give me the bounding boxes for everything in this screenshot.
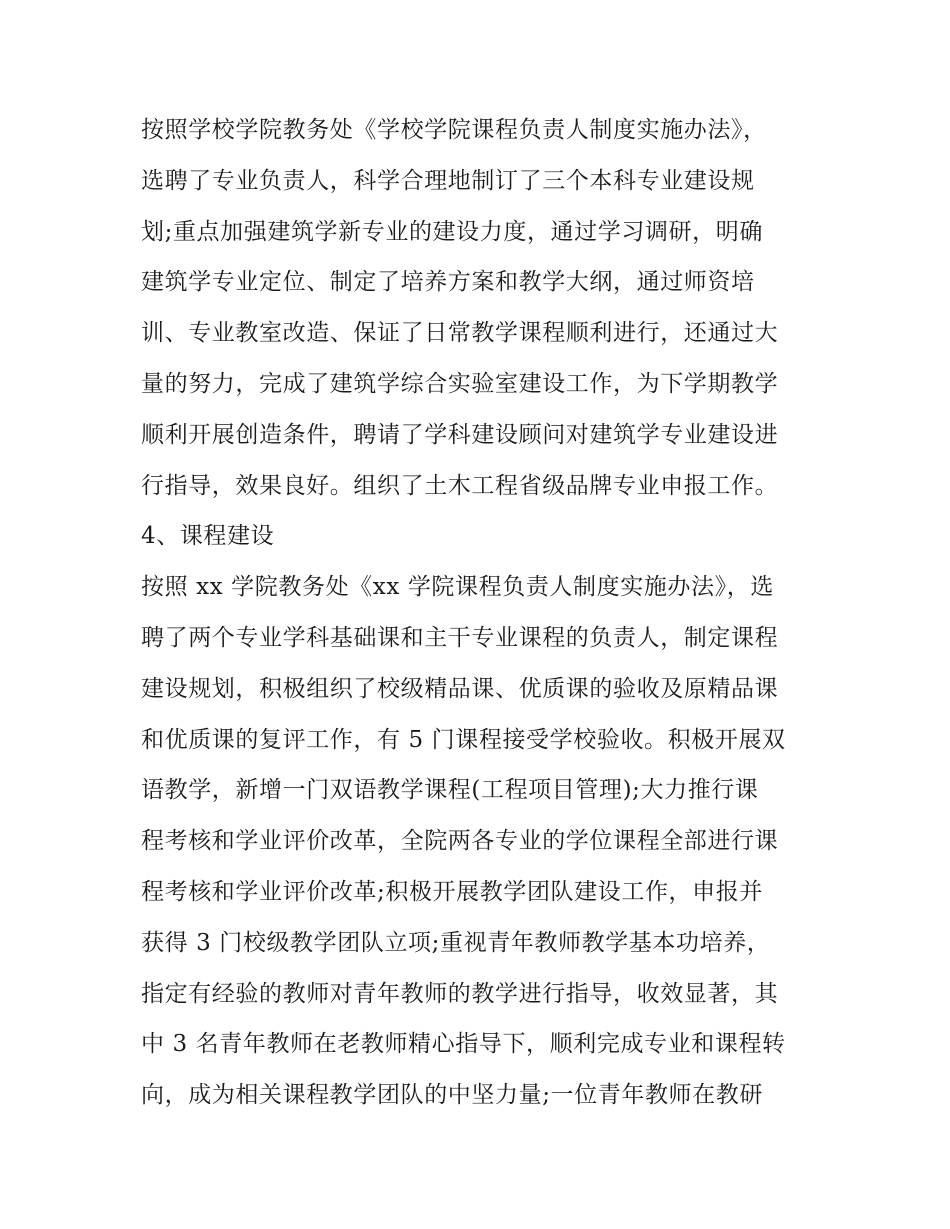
text-line: 按照 xx 学院教务处《xx 学院课程负责人制度实施办法》，选	[141, 574, 774, 601]
text-line: 量的努力，完成了建筑学综合实验室建设工作，为下学期教学	[141, 370, 779, 397]
text-line: 向，成为相关课程教学团队的中坚力量;一位青年教师在教研	[141, 1082, 763, 1109]
text-line: 按照学校学院教务处《学校学院课程负责人制度实施办法》，	[141, 117, 767, 143]
text-line: 指定有经验的教师对青年教师的教学进行指导，收效显著，其	[141, 980, 779, 1007]
text-line: 划;重点加强建筑学新专业的建设力度，通过学习调研，明确	[141, 218, 763, 245]
text-line: 获得 3 门校级教学团队立项;重视青年教师教学基本功培养，	[141, 929, 771, 956]
text-line: 程考核和学业评价改革;积极开展教学团队建设工作，申报并	[141, 878, 763, 905]
text-line: 和优质课的复评工作，有 5 门课程接受学校验收。积极开展双	[141, 726, 786, 753]
text-line: 聘了两个专业学科基础课和主干专业课程的负责人，制定课程	[141, 624, 779, 651]
text-line: 顺利开展创造条件，聘请了学科建设顾问对建筑学专业建设进	[141, 421, 779, 448]
text-line: 语教学，新增一门双语教学课程(工程项目管理);大力推行课	[141, 777, 759, 804]
text-line: 选聘了专业负责人，科学合理地制订了三个本科专业建设规	[141, 167, 755, 194]
text-line: 训、专业教室改造、保证了日常教学课程顺利进行，还通过大	[141, 320, 779, 347]
text-line: 建设规划，积极组织了校级精品课、优质课的验收及原精品课	[141, 675, 779, 702]
text-line: 建筑学专业定位、制定了培养方案和教学大纲，通过师资培	[141, 269, 755, 296]
section-heading: 4、课程建设	[141, 523, 275, 550]
text-line: 程考核和学业评价改革，全院两各专业的学位课程全部进行课	[141, 828, 779, 855]
text-line: 中 3 名青年教师在老教师精心指导下，顺利完成专业和课程转	[141, 1031, 786, 1058]
body-text	[141, 105, 831, 1121]
text-line: 行指导，效果良好。组织了土木工程省级品牌专业申报工作。	[141, 472, 779, 499]
